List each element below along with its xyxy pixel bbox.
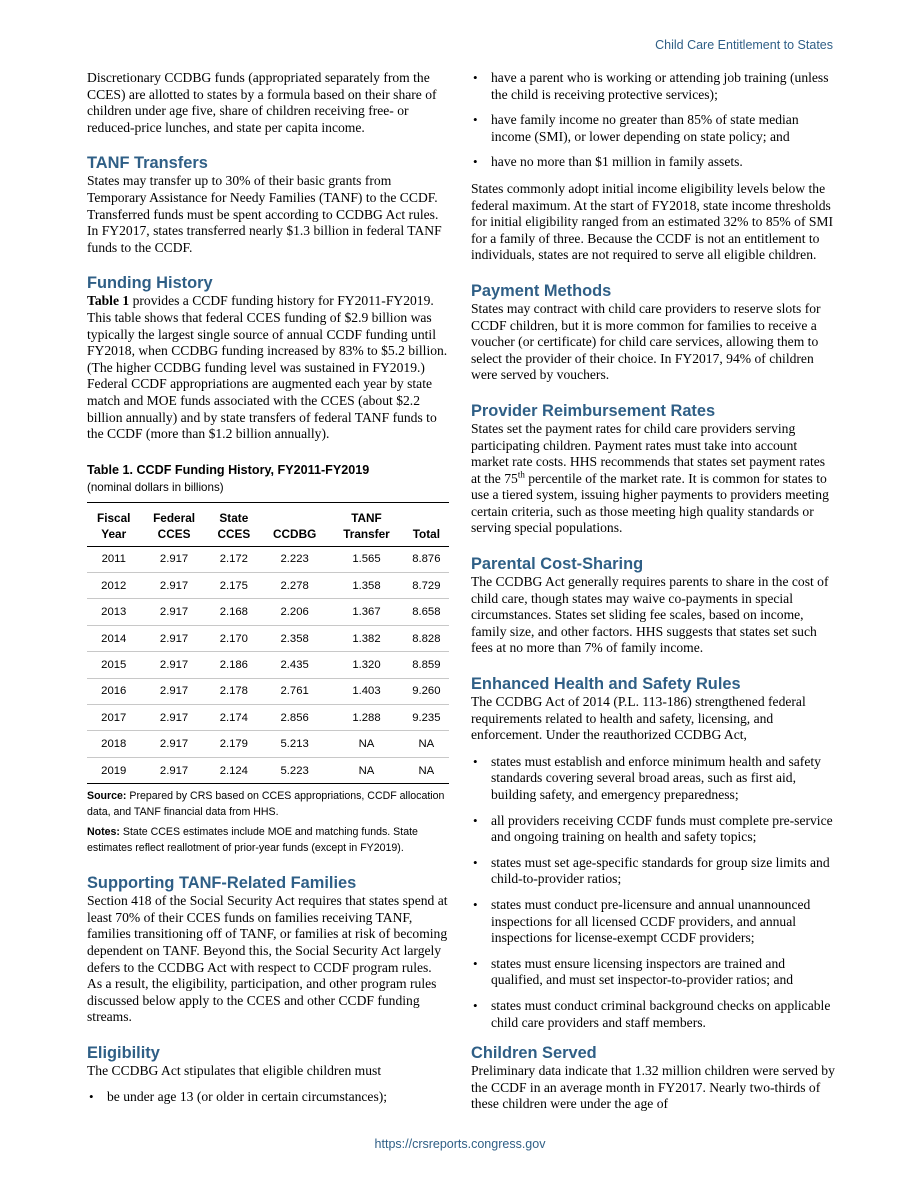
table-row: 2018 2.917 2.179 5.213 NA NA — [87, 731, 449, 757]
col-header-ccdbg: CCDBG — [260, 502, 329, 546]
table-row: 2011 2.917 2.172 2.223 1.565 8.876 — [87, 546, 449, 572]
heading-parental-cost-sharing: Parental Cost-Sharing — [471, 555, 644, 574]
heading-supporting-tanf-families: Supporting TANF-Related Families — [87, 874, 357, 893]
col-header-federal-cces: Federal CCES — [141, 502, 208, 546]
list-item: • states must conduct criminal background checks on applicable child care providers and staff members. — [471, 998, 835, 1031]
left-column — [87, 70, 449, 1114]
table-source-note: Source: Prepared by CRS based on CCES appropriations, CCDF allocation data, and TANF financial data from HHS. — [87, 790, 445, 819]
eligibility-list-start — [87, 1089, 449, 1106]
table-row: 2013 2.917 2.168 2.206 1.367 8.658 — [87, 599, 449, 625]
heading-health-safety: Enhanced Health and Safety Rules — [471, 675, 741, 694]
running-header: Child Care Entitlement to States — [655, 38, 833, 52]
right-column — [471, 70, 835, 1113]
list-item: • have no more than $1 million in family assets. — [471, 154, 835, 171]
heading-tanf-transfers: TANF Transfers — [87, 154, 208, 173]
heading-eligibility: Eligibility — [87, 1043, 160, 1062]
col-header-fiscal-year: Fiscal Year — [87, 502, 141, 546]
col-header-tanf-transfer: TANF Transfer — [329, 502, 403, 546]
health-safety-list — [471, 754, 835, 1031]
table-row: 2012 2.917 2.175 2.278 1.358 8.729 — [87, 573, 449, 599]
table-notes: Notes: State CCES estimates include MOE and matching funds. State estimates reflect reallotment of prior-year funds (except in FY2019). — [87, 826, 418, 855]
heading-payment-methods: Payment Methods — [471, 281, 612, 300]
supporting-tanf-paragraph: Section 418 of the Social Security Act requires that states spend at least 70% of their CCES funds on families receiving TANF, families transitioning off of TANF, or families at risk of becoming dependent on TANF. Beyond this, the Social Security Act largely defers to the CCDBG Act with respect to CCDF program rules. As a result, the eligibility, participation, and other program rules discussed below apply to the CCES and other CCDF funding streams. — [87, 893, 448, 1025]
eligibility-paragraph: The CCDBG Act stipulates that eligible children must — [87, 1062, 382, 1078]
heading-children-served: Children Served — [471, 1044, 597, 1063]
list-item: • states must establish and enforce minimum health and safety standards covering several broad areas, such as first aid, building safety, and emergency preparedness; — [471, 754, 835, 804]
list-item: • be under age 13 (or older in certain circumstances); — [87, 1089, 449, 1106]
table-row: 2015 2.917 2.186 2.435 1.320 8.859 — [87, 652, 449, 678]
list-item: • states must ensure licensing inspectors are trained and qualified, and must set inspector-to-provider ratios; and — [471, 956, 835, 989]
funding-history-paragraph — [87, 293, 449, 442]
children-served-paragraph: Preliminary data indicate that 1.32 million children were served by the CCDF in an average month in FY2017. Nearly two-thirds of these children were under the age of — [471, 1063, 835, 1112]
heading-provider-reimbursement: Provider Reimbursement Rates — [471, 401, 716, 420]
list-item: • all providers receiving CCDF funds must complete pre-service and ongoing training on health and safety topics; — [471, 813, 835, 846]
footer-url-link[interactable]: https://crsreports.congress.gov — [374, 1137, 546, 1151]
col-header-total: Total — [404, 502, 449, 546]
parental-cost-sharing-paragraph: The CCDBG Act generally requires parents to share in the cost of child care, though states may waive co-payments in special circumstances. States set sliding fee scales, based on income, family size, and other factors. HHS suggests that states set such fees at no more than 7% of family income. — [471, 574, 829, 656]
table-title: Table 1. CCDF Funding History, FY2011-FY2019 — [87, 462, 370, 477]
table-reference[interactable]: Table 1 — [87, 293, 130, 309]
provider-reimbursement-paragraph: States set the payment rates for child care providers serving participating children. Payment rates must take into account market rate costs. HHS recommends that states set payment rates at the 75th percentile of the market rate. It is common for states to use a tiered system, issuing higher payments to providers meeting certain criteria, such as those meeting high quality standards or serving special populations. — [471, 420, 829, 536]
list-item: • states must set age-specific standards for group size limits and child-to-provider ratios; — [471, 855, 835, 888]
intro-paragraph: Discretionary CCDBG funds (appropriated separately from the CCES) are allotted to states by a formula based on their share of children under age five, share of children receiving free- or reduced-price lunches, and state per capita income. — [87, 70, 437, 135]
funding-history-table — [87, 502, 449, 785]
eligibility-list-continued — [471, 70, 835, 171]
health-safety-paragraph: The CCDBG Act of 2014 (P.L. 113-186) strengthened federal requirements related to health and safety, licensing, and enforcement. Under the reauthorized CCDBG Act, — [471, 694, 806, 743]
list-item: • have family income no greater than 85% of state median income (SMI), or lower depending on state policy; and — [471, 112, 835, 145]
table-subtitle: (nominal dollars in billions) — [87, 480, 224, 494]
heading-funding-history: Funding History — [87, 274, 213, 293]
list-item: • have a parent who is working or attending job training (unless the child is receiving protective services); — [471, 70, 835, 103]
table-row: 2016 2.917 2.178 2.761 1.403 9.260 — [87, 678, 449, 704]
list-item: • states must conduct pre-licensure and annual unannounced inspections for all licensed CCDF providers, and annual inspections for license-exempt CCDF providers; — [471, 897, 835, 947]
tanf-transfers-paragraph: States may transfer up to 30% of their basic grants from Temporary Assistance for Needy Families (TANF) to the CCDF. Transferred funds must be spent according to CCDBG Act rules. In FY2017, states transferred nearly $1.3 billion in federal TANF funds to the CCDF. — [87, 173, 442, 255]
table-row: 2019 2.917 2.124 5.223 NA NA — [101, 764, 435, 777]
table-row: 2014 2.917 2.170 2.358 1.382 8.828 — [87, 625, 449, 651]
table-row: 2017 2.917 2.174 2.856 1.288 9.235 — [87, 705, 449, 731]
eligibility-followup-paragraph: States commonly adopt initial income eligibility levels below the federal maximum. At the start of FY2018, state income thresholds for initial eligibility ranged from an estimated 32% to 85% of SMI for a family of three. Because the CCDF is not an entitlement to individuals, states are not required to serve all eligible children. — [471, 180, 834, 263]
funding-history-text: provides a CCDF funding history for FY2011-FY2019. This table shows that federal CCES funding of $2.9 billion was typically the largest single source of annual CCDF funding until FY2018, when CCDBG funding increased by 83% to $5.2 billion. (The higher CCDBG funding level was sustained in FY2019.) Federal CCDF appropriations are augmented each year by state match and MOE funds associated with the CCES (about $2.2 billion annually) and by state transfers of federal TANF funds to the CCDF (more than $1.2 billion annually). — [87, 293, 448, 442]
col-header-state-cces: State CCES — [208, 502, 260, 546]
payment-methods-paragraph: States may contract with child care providers to reserve slots for CCDF children, but it is more common for families to receive a voucher (or certificate) for child care services, allowing them to select the provider of their choice. In FY2017, 94% of children were served by vouchers. — [471, 300, 821, 383]
table-header-row — [87, 502, 449, 546]
